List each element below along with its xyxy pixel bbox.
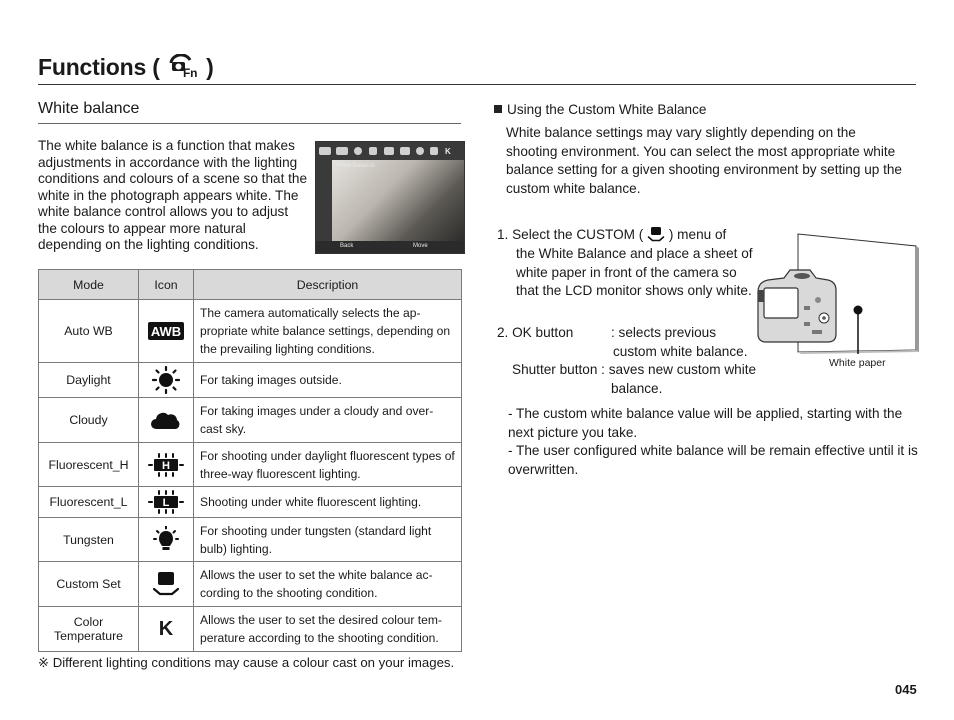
mode-cell: Tungsten [39,518,139,562]
lcd-k-label: K [445,147,451,156]
lcd-back-label: Back [340,243,354,249]
bullet-heading [494,101,706,120]
table-row [39,300,462,363]
header-icon: Icon [139,270,194,300]
step-1-suffix: ) menu of [668,227,727,242]
desc-cell: Allows the user to set the desired colour tem- perature according to the shooting condition. [194,607,462,652]
mode-cell: Fluorescent_H [39,443,139,487]
fluorescent-h-icon [148,453,184,477]
desc-cell: The camera automatically selects the ap- propriate white balance settings, depending on the prevailing lighting conditions. [194,300,462,363]
shutter-text-cont: balance. [611,381,663,396]
table-row [39,443,462,487]
custom-set-icon [152,571,180,597]
mode-cell: Color Temperature [39,607,139,652]
desc-cell: For taking images under a cloudy and over- cast sky. [194,398,462,443]
camera-white-paper-illustration [752,230,920,360]
title-prefix: Functions ( [38,54,160,80]
desc-cell: Allows the user to set the white balance ac- cording to the shooting condition. [194,562,462,607]
lcd-icon-bar [316,142,464,160]
desc-cell: For shooting under tungsten (standard light bulb) lighting. [194,518,462,562]
mode-cell: Auto WB [39,300,139,363]
icon-cell [139,398,194,443]
fluorescent-l-icon [148,490,184,514]
bullet-heading-text: Using the Custom White Balance [507,102,707,117]
cloudy-icon [150,409,182,431]
mode-cell: Fluorescent_L [39,487,139,518]
table-row [39,398,462,443]
footnote: ※ Different lighting conditions may cause a colour cast on your images. [38,655,455,670]
note-applied: - The custom white balance value will be applied, starting with the next picture you take. [508,406,903,440]
table-row [39,607,462,652]
mode-cell: Custom Set [39,562,139,607]
mode-cell: Daylight [39,363,139,398]
table-row [39,562,462,607]
step-1-prefix: 1. Select the CUSTOM ( [497,227,644,242]
step-1-text: the White Balance and place a sheet of white paper in front of the camera so that the LCD monitor shows only white. [516,246,753,298]
intro-text: The white balance is a function that makes adjustments in accordance with the lighting conditions and colours of a scene so that the white in the photograph appears white. The white balance control allows you to adjust the colours to appear more natural depending on the lighting conditions. [38,138,308,252]
fluor-h-text: H [162,459,170,472]
icon-cell [139,443,194,487]
shutter-text: Shutter button : saves new custom white [512,362,757,377]
lcd-menu-label: White Balance [336,163,375,169]
icon-cell [139,487,194,518]
step-2-text-cont: custom white balance. [613,344,748,359]
icon-cell [139,562,194,607]
note-effective: - The user configured white balance will be remain effective until it is overwritten. [508,443,918,477]
camera-fn-icon [168,54,198,78]
header-mode: Mode [39,270,139,300]
lcd-fluor-h-icon [384,147,394,155]
icon-cell [139,607,194,652]
svg-text:Fn: Fn [182,66,198,78]
icon-cell [139,300,194,363]
custom-set-icon [647,226,665,242]
table-row [39,363,462,398]
icon-cell [139,363,194,398]
camera-icon [758,270,836,342]
awb-text: AWB [150,324,182,339]
white-balance-table [38,269,462,652]
fluor-l-text: L [162,497,170,509]
step-1-first-line [497,226,752,245]
wedding-photo [332,160,464,241]
color-temperature-icon: K [158,617,174,640]
table-row [39,487,462,518]
table-header-row [39,270,462,300]
title-suffix: ) [206,54,214,80]
lcd-custom-icon [430,147,438,155]
lcd-move-label: Move [413,243,428,249]
desc-cell: Shooting under white fluorescent lighting. [194,487,462,518]
lcd-preview [315,141,465,254]
lcd-awb-icon [336,147,348,155]
tungsten-icon [152,526,180,554]
custom-wb-paragraph: White balance settings may vary slightly depending on the shooting environment. You can select the most appropriate white balance setting for a given shooting environment by setting up the custom white balance. [506,125,902,196]
daylight-icon [152,366,180,394]
page-title [38,54,214,81]
lcd-mode-icon [319,147,331,155]
table-row [39,518,462,562]
lcd-tungsten-icon [416,147,424,155]
lcd-side-menu [316,160,332,241]
step-2-label: 2. OK button [497,325,574,340]
title-divider [38,84,916,85]
mode-cell: Cloudy [39,398,139,443]
lcd-fluor-l-icon [400,147,410,155]
header-description: Description [194,270,462,300]
lcd-bottom-bar [316,241,464,253]
section-title: White balance [38,100,140,117]
awb-icon [147,321,185,341]
lcd-daylight-icon [354,147,362,155]
page-number: 045 [895,682,917,697]
white-paper-label: White paper [829,357,886,369]
icon-cell [139,518,194,562]
lcd-cloudy-icon [369,147,377,155]
desc-cell: For shooting under daylight fluorescent types of three-way fluorescent lighting. [194,443,462,487]
section-divider [38,123,461,124]
step-2-text: : selects previous [611,325,717,340]
desc-cell: For taking images outside. [194,363,462,398]
square-bullet-icon [494,105,502,113]
